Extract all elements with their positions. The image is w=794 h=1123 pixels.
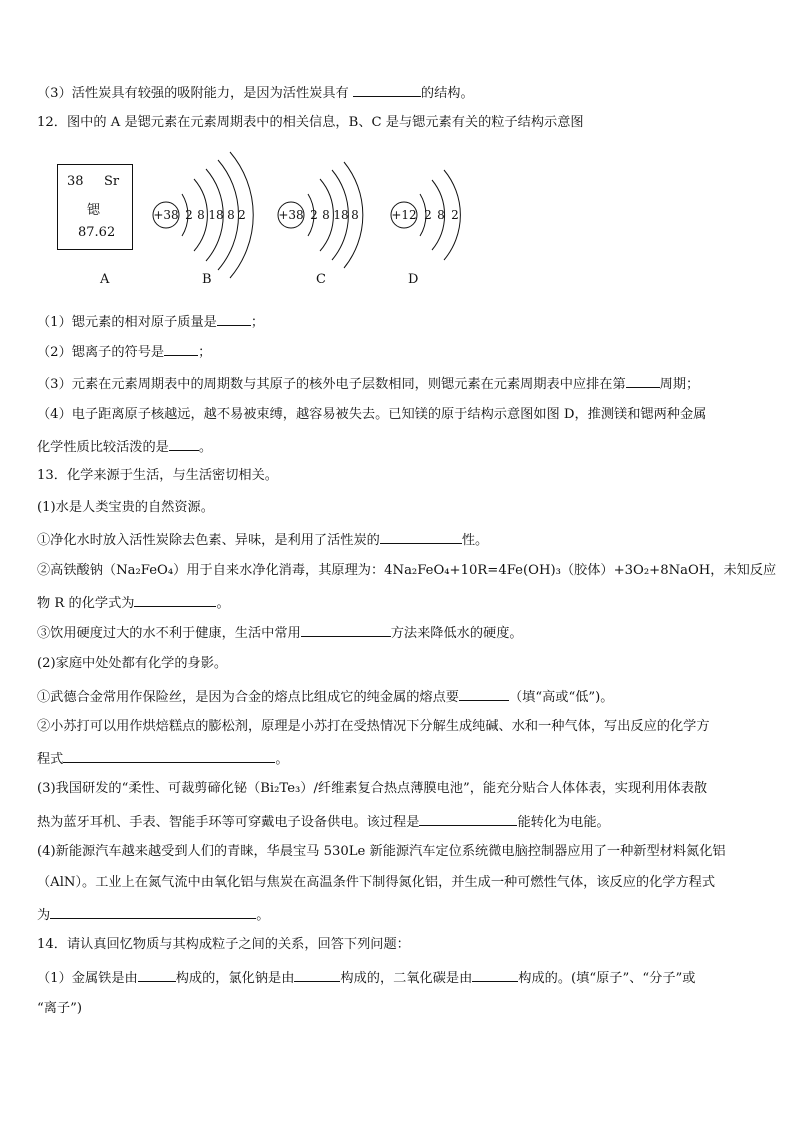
shell-electrons: 2	[310, 208, 318, 222]
answer-blank[interactable]	[169, 437, 199, 451]
shell-electrons: 2	[238, 208, 246, 222]
answer-blank[interactable]	[626, 374, 660, 388]
nucleus-charge: +38	[278, 208, 304, 222]
nucleus-charge: +38	[153, 208, 179, 222]
q13-item-b2-cont: 程式 。	[37, 749, 289, 769]
figure-label-c: C	[316, 272, 326, 287]
q13-sub4: (4)新能源汽车越来越受到人们的青睐，华晨宝马 530Le 新能源汽车定位系统微电脑控制器应用了一种新型材料氮化铝	[37, 844, 726, 859]
q13-item-a2: ②高铁酸钠（Na₂FeO₄）用于自来水净化消毒，其原理为：4Na₂FeO₄+10R=4Fe(OH)₃（胶体）+3O₂+8NaOH，未知反应	[37, 563, 777, 578]
q13-sub3-cont: 热为蓝牙耳机、手表、智能手环等可穿戴电子设备供电。该过程是 能转化为电能。	[37, 812, 610, 832]
answer-blank[interactable]	[380, 530, 462, 544]
q13-sub2: (2)家庭中处处都有化学的身影。	[37, 656, 228, 671]
shell-electrons: 18	[208, 208, 224, 222]
particle-diagrams	[0, 0, 794, 300]
q13-item-a2-cont: 物 R 的化学式为 。	[37, 593, 230, 613]
answer-blank[interactable]	[217, 312, 251, 326]
answer-blank[interactable]	[294, 968, 340, 982]
shell-electrons: 18	[333, 208, 349, 222]
q13-sub1: (1)水是人类宝贵的自然资源。	[37, 500, 214, 515]
shell-electrons: 8	[197, 208, 205, 222]
answer-blank[interactable]	[164, 342, 198, 356]
q14-stem: 14．请认真回忆物质与其构成粒子之间的关系，回答下列问题：	[37, 937, 410, 952]
q12-part1: （1）锶元素的相对原子质量是 ；	[37, 312, 264, 332]
element-number: 38	[67, 174, 84, 189]
answer-blank[interactable]	[134, 593, 216, 607]
answer-blank[interactable]	[138, 968, 176, 982]
q12-part4: （4）电子距离原子核越远，越不易被束缚，越容易被失去。已知镁的原于结构示意图如图 D，推测镁和锶两种金属	[37, 407, 707, 422]
q12-part3: （3）元素在元素周期表中的周期数与其原子的核外电子层数相同，则锶元素在元素周期表中应排在第 周期；	[37, 374, 699, 394]
q14-part1: （1）金属铁是由 构成的，氯化钠是由 构成的，二氧化碳是由 构成的。(填“原子”、“分子”或	[37, 968, 695, 988]
shell-electrons: 8	[227, 208, 235, 222]
answer-blank[interactable]	[63, 749, 275, 763]
q13-sub3: (3)我国研发的“柔性、可裁剪碲化铋（Bi₂Te₃）/纤维素复合热点薄膜电池”，能充分贴合人体体表，实现利用体表散	[37, 781, 708, 796]
figure-label-d: D	[408, 272, 419, 287]
answer-blank[interactable]	[50, 905, 256, 919]
q12-stem: 12．图中的 A 是锶元素在元素周期表中的相关信息，B、C 是与锶元素有关的粒子结构示意图	[37, 115, 584, 130]
shell-electrons: 2	[424, 208, 432, 222]
element-name: 锶	[87, 203, 101, 218]
q12-part2: （2）锶离子的符号是 ；	[37, 342, 211, 362]
q13-item-a1: ①净化水时放入活性炭除去色素、异味，是利用了活性炭的 性。	[37, 530, 488, 550]
answer-blank[interactable]	[301, 623, 391, 637]
shell-electrons: 8	[322, 208, 330, 222]
q13-item-a3: ③饮用硬度过大的水不利于健康，生活中常用 方法来降低水的硬度。	[37, 623, 523, 643]
answer-blank[interactable]	[459, 687, 509, 701]
answer-blank[interactable]	[472, 968, 518, 982]
q13-sub4-cont: （AlN）。工业上在氮气流中由氧化铝与焦炭在高温条件下制得氮化铝，并生成一种可燃性气体，该反应的化学方程式	[37, 875, 716, 890]
q11-part3: （3）活性炭具有较强的吸附能力，是因为活性炭具有 的结构。	[37, 83, 474, 103]
shell-electrons: 2	[451, 208, 459, 222]
q13-item-b1: ①武德合金常用作保险丝，是因为合金的熔点比组成它的纯金属的熔点要 （填“高或“低”)。	[37, 687, 614, 707]
q14-part1-cont: “离子”)	[37, 1001, 83, 1016]
shell-electrons: 2	[185, 208, 193, 222]
shell-electrons: 8	[437, 208, 445, 222]
nucleus-charge: +12	[391, 208, 417, 222]
q12-part4-cont: 化学性质比较活泼的是 。	[37, 437, 212, 457]
figure-label-b: B	[202, 272, 212, 287]
answer-blank[interactable]	[419, 812, 517, 826]
q13-sub4-end: 为 。	[37, 905, 269, 925]
element-mass: 87.62	[78, 225, 116, 240]
shell-electrons: 8	[351, 208, 359, 222]
q13-item-b2: ②小苏打可以用作烘焙糕点的膨松剂，原理是小苏打在受热情况下分解生成纯碱、水和一种气体，写出反应的化学方	[37, 719, 710, 734]
element-symbol: Sr	[104, 174, 120, 189]
q13-stem: 13．化学来源于生活，与生活密切相关。	[37, 468, 278, 483]
figure-label-a: A	[100, 272, 110, 287]
